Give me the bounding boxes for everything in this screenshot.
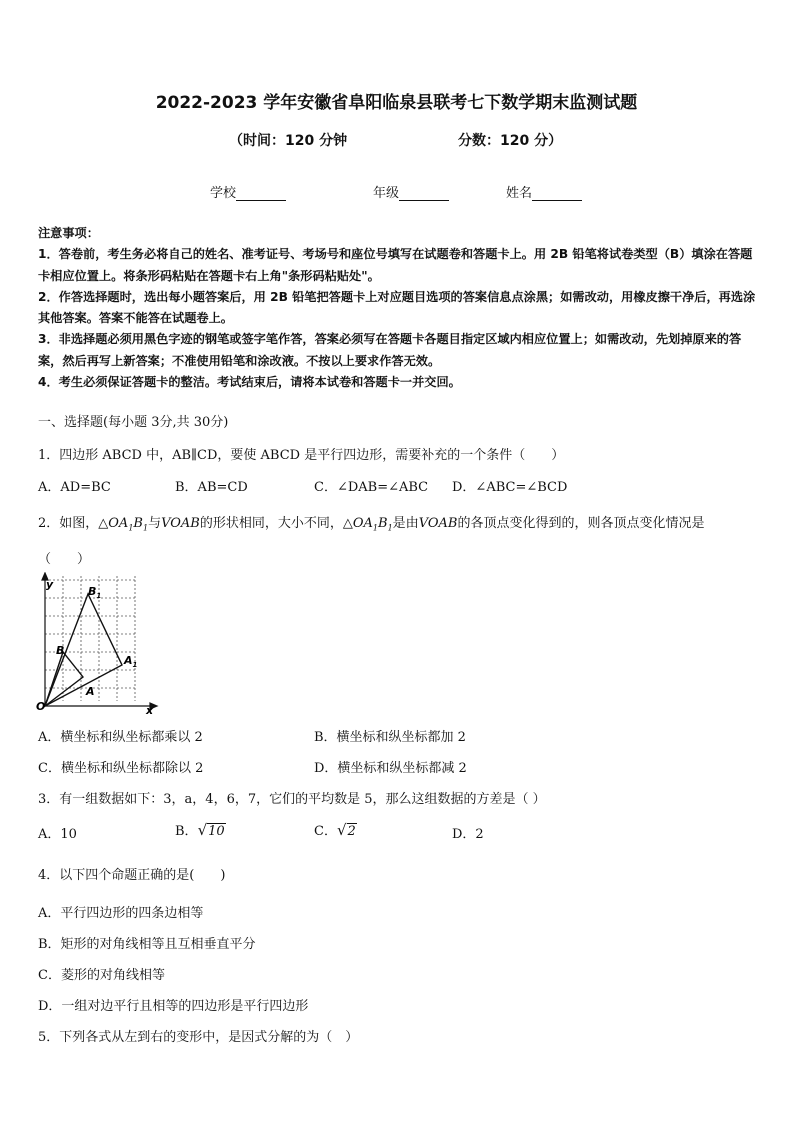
exam-time: （时间：120 分钟 [229,133,348,149]
name-field [506,182,582,201]
point-b1-label: $B_1$ [88,585,102,600]
school-label: 学校 [210,186,237,201]
triangle-oab [45,652,83,706]
question-2-stem [38,512,704,533]
q1-option-c: C．∠DAB=∠ABC [314,480,429,495]
x-axis-label: x [146,704,154,714]
sqrt-symbol: √2 [336,821,356,839]
q2-text-4: 是由 [392,516,419,531]
q4-option-b: B．矩形的对角线相等且互相垂直平分 [38,937,256,952]
page-title: 2022-2023 学年安徽省阜阳临泉县联考七下数学期末监测试题 [155,93,638,113]
grade-field [373,182,449,201]
q2-triangle-3: $\triangle OA_1B_1$ [342,516,393,533]
q1-option-a: A．AD=BC [38,480,111,495]
grade-label: 年级 [373,186,400,201]
q3-option-a: A．10 [38,827,77,842]
grade-blank [399,188,449,201]
question-3-stem: 3．有一组数据如下：3，a，4，6，7，它们的平均数是 5，那么这组数据的方差是（ ） [38,792,546,807]
note-item: 2．作答选择题时，选出每小题答案后，用 2B 铅笔把答题卡上对应题目选项的答案信息点涂黑；如需改动，用橡皮擦干净后，再选涂其他答案。答案不能答在试题卷上。 [38,289,756,326]
q3-option-b: B．√10 [175,821,225,839]
q4-option-d: D．一组对边平行且相等的四边形是平行四边形 [38,999,309,1014]
q2-figure [36,572,161,714]
question-5-stem: 5．下列各式从左到右的变形中，是因式分解的为（ ） [38,1030,359,1045]
q3-option-c: C．√2 [314,821,356,839]
q2-triangle-1: $\triangle OA_1B_1$ [98,516,149,533]
q3-option-d: D．2 [452,827,484,842]
q2-text-2: 与 [148,516,162,531]
point-a1-label: $A_1$ [124,654,138,669]
student-info-row [0,182,793,202]
q2-text-5: 的各顶点变化得到的，则各顶点变化情况是 [457,516,705,531]
notes-heading: 注意事项： [38,226,99,240]
q2-option-d: D．横坐标和纵坐标都减 2 [314,761,467,776]
notes-block [38,223,760,393]
note-item: 4．考生必须保证答题卡的整洁。考试结束后，请将本试卷和答题卡一并交回。 [38,375,461,390]
q2-triangle-2: VOAB [161,516,200,531]
q2-text-3: 的形状相同，大小不同， [199,516,343,531]
note-item: 1．答卷前，考生务必将自己的姓名、准考证号、考场号和座位号填写在试题卷和答题卡上。用 2B 铅笔将试卷类型（B）填涂在答题卡相应位置上。将条形码粘贴在答题卡右上角"条形码粘贴处"。 [38,247,753,283]
q4-option-a: A．平行四边形的四条边相等 [38,906,204,921]
sqrt-symbol: √10 [197,821,225,839]
point-a-label: A [86,685,95,698]
exam-score: 分数：120 分） [458,133,563,149]
q1-option-b: B．AB=CD [175,480,248,495]
name-label: 姓名 [506,186,533,201]
question-1-stem: 1．四边形 ABCD 中，AB∥CD，要使 ABCD 是平行四边形，需要补充的一个条件（ ） [38,448,565,463]
q2-option-c: C．横坐标和纵坐标都除以 2 [38,761,204,776]
q2-option-a: A．横坐标和纵坐标都乘以 2 [38,730,203,745]
q2-answer-paren: （ ） [38,552,91,567]
q2-triangle-4: VOAB [418,516,458,531]
name-blank [532,188,582,201]
school-blank [236,188,286,201]
section-heading: 一、选择题(每小题 3分,共 30分) [38,415,229,430]
q2-text-1: 2．如图， [38,516,99,531]
point-b-label: B [56,644,65,657]
origin-label: O [36,700,46,713]
q1-option-d: D．∠ABC=∠BCD [452,480,568,495]
q4-option-c: C．菱形的对角线相等 [38,968,165,983]
note-item: 3．非选择题必须用黑色字迹的钢笔或签字笔作答，答案必须写在答题卡各题目指定区域内相应位置上；如需改动，先划掉原来的答案，然后再写上新答案；不准使用铅笔和涂改液。不按以上要求作答无效。 [38,332,742,368]
q2-option-b: B．横坐标和纵坐标都加 2 [314,730,466,745]
question-4-stem: 4．以下四个命题正确的是( ) [38,868,226,883]
y-axis-label: y [46,578,54,591]
school-field [210,182,286,201]
